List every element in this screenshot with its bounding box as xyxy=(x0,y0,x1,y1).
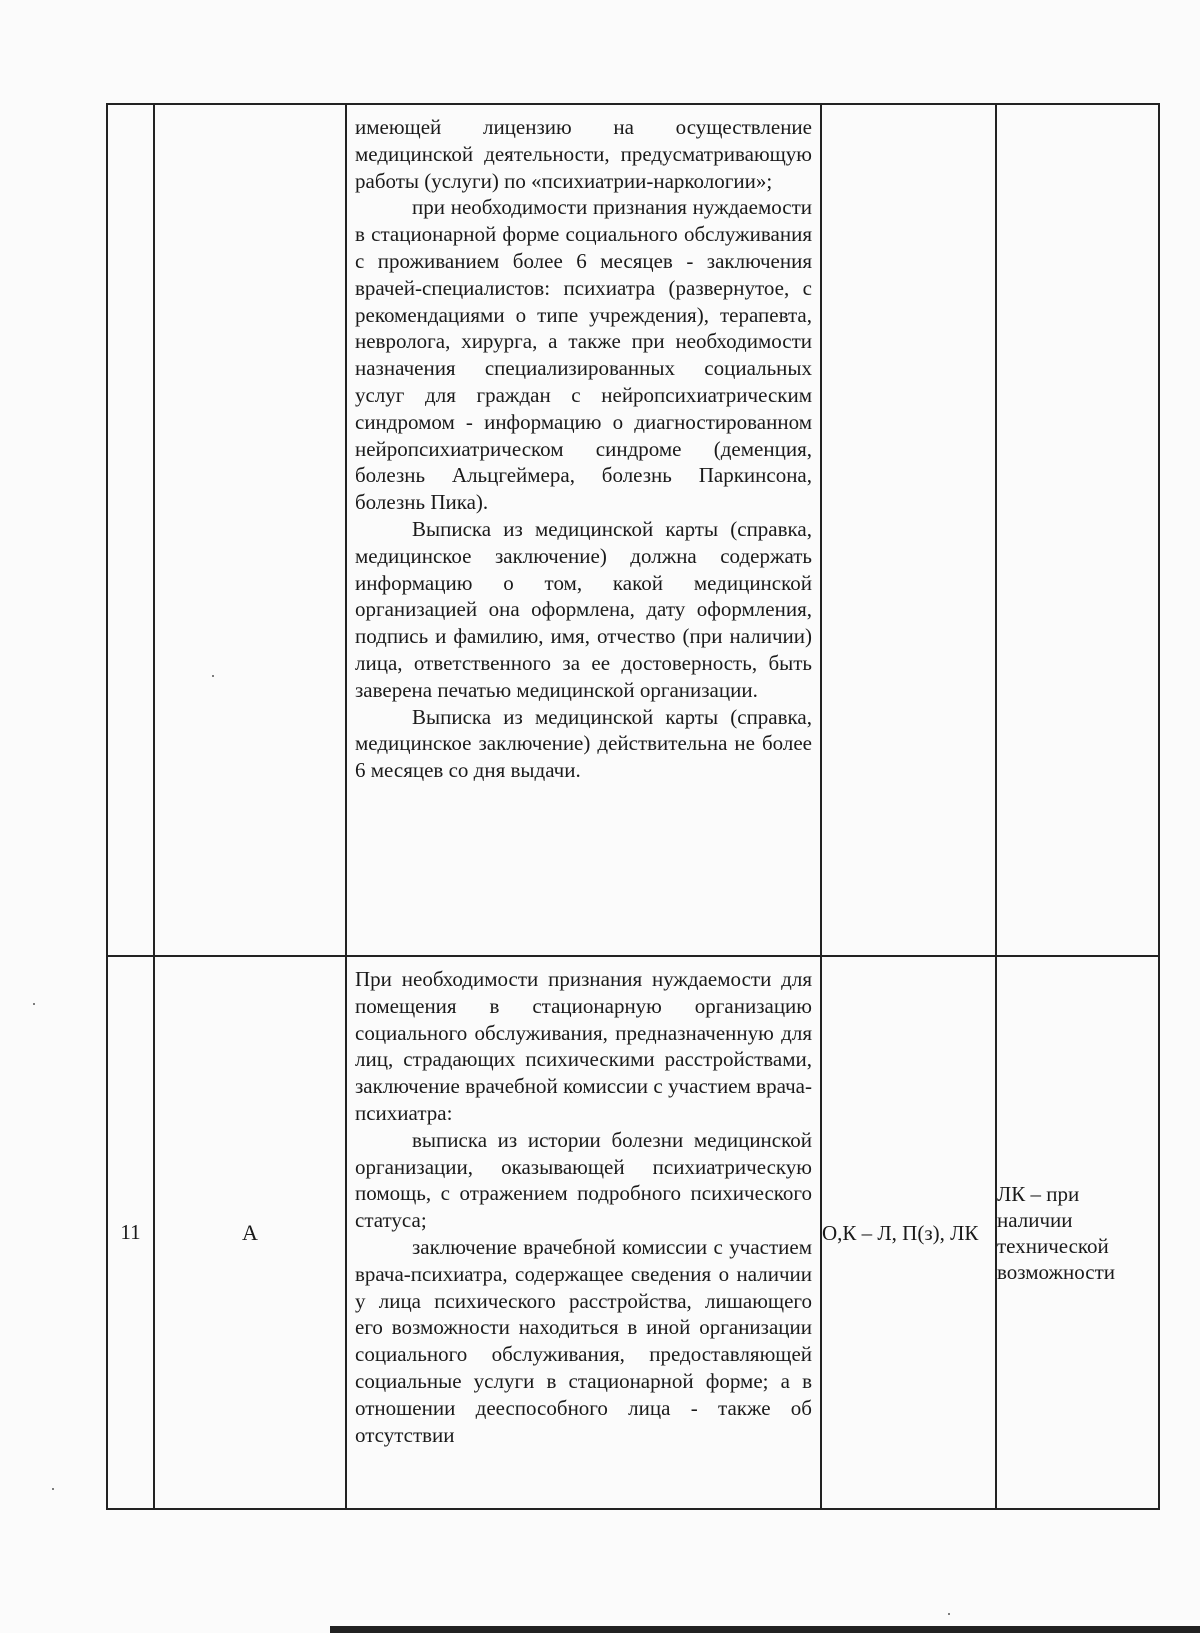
scan-speck xyxy=(948,1613,950,1615)
codes-cell xyxy=(821,104,996,956)
category-cell xyxy=(154,104,346,956)
requirements-cell xyxy=(346,104,821,956)
note-cell xyxy=(996,104,1159,956)
note-cell: ЛК – при наличии технической возможности xyxy=(996,956,1159,1509)
scan-edge-line xyxy=(330,1626,1200,1633)
paragraph: имеющей лицензию на осуществление медицинской деятельности, предусматривающую работы (услуги) по «психиатрии-наркологии»; xyxy=(355,115,812,193)
category-cell: А xyxy=(154,956,346,1509)
row-number-cell: 11 xyxy=(107,956,154,1509)
codes-cell: О,К – Л, П(з), ЛК xyxy=(821,956,996,1509)
paragraph: выписка из истории болезни медицинской организации, оказывающей психиатрическую помощь, с отражением подробного психического статуса; xyxy=(355,1127,812,1233)
row-number-cell xyxy=(107,104,154,956)
paragraph: при необходимости признания нуждаемости в стационарной форме социального обслуживания с проживанием более 6 месяцев - заключения врачей-специалистов: психиатра (развернутое, с рекомендациями о типе учреждения), терапевта, невролога, хирурга, а также при необходимости назначения специализированных социальных услуг для граждан с нейропсихиатрическим синдромом - информацию о диагностированном нейропсихиатрическом синдроме (деменция, болезнь Альцгеймера, болезнь Паркинсона, болезнь Пика). xyxy=(355,195,812,515)
paragraph: Выписка из медицинской карты (справка, медицинское заключение) должна содержать информацию о том, какой медицинской организацией она оформлена, дату оформления, подпись и фамилию, имя, отчество (при наличии) лица, ответственного за ее достоверность, быть заверена печатью медицинской организации. xyxy=(355,516,812,702)
requirements-cell xyxy=(346,956,821,1509)
table-row xyxy=(107,956,1159,1509)
table-row xyxy=(107,104,1159,956)
requirements-table xyxy=(106,103,1160,1510)
paragraph: заключение врачебной комиссии с участием врача-психиатра, содержащее сведения о наличии у лица психического расстройства, лишающего его возможности находиться в иной организации социального обслуживания, предоставляющей социальные услуги в стационарной форме; а в отношении дееспособного лица - также об отсутствии xyxy=(355,1234,812,1447)
scan-speck xyxy=(33,1003,35,1005)
paragraph: Выписка из медицинской карты (справка, медицинское заключение) действительна не более 6 месяцев со дня выдачи. xyxy=(355,704,812,783)
paragraph: При необходимости признания нуждаемости для помещения в стационарную организацию социального обслуживания, предназначенную для лиц, страдающих психическими расстройствами, заключение врачебной комиссии с участием врача-психиатра: xyxy=(355,967,812,1125)
scan-speck xyxy=(52,1488,54,1490)
scan-speck xyxy=(212,675,214,677)
